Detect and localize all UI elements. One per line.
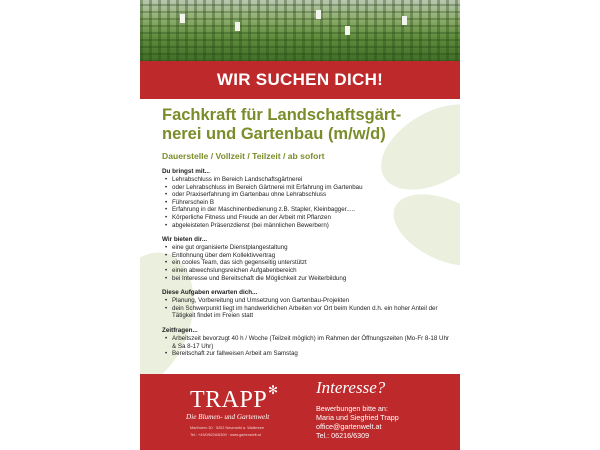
list-item: • Bereitschaft zur fallweisen Arbeit am Samstag <box>172 350 452 358</box>
list-item: • ein cooles Team, das sich gegenseitig unterstützt <box>172 259 452 267</box>
employment-type: Dauerstelle / Vollzeit / Teilzeit / ab sofort <box>162 151 325 161</box>
benefits-list <box>162 244 452 282</box>
list-item: • bei Interesse und Bereitschaft die Möglichkeit zur Weiterbildung <box>172 275 452 283</box>
section-heading: Zeitfragen... <box>162 326 198 334</box>
headline-banner <box>140 61 460 99</box>
plant-tag <box>180 14 185 23</box>
job-poster <box>140 0 460 450</box>
greenhouse-photo <box>140 0 460 62</box>
list-item: • einen abwechslungsreichen Aufgabenbereich <box>172 267 452 275</box>
section-heading: Du bringst mit... <box>162 168 210 175</box>
list-item: • Lehrabschluss im Bereich Landschaftsgärtnerei <box>172 176 452 184</box>
section-requirements <box>162 168 452 229</box>
contact-phone: Tel.: 06216/6309 <box>316 431 370 440</box>
contact-email[interactable]: office@gartenwelt.at <box>316 422 382 431</box>
job-title-line-2: nerei und Gartenbau (m/w/d) <box>162 125 386 143</box>
job-content <box>162 106 452 358</box>
list-item: • abgeleisteten Präsenzdienst (bei männlichen Bewerbern) <box>172 222 452 230</box>
application-contact <box>316 404 399 440</box>
list-item: • oder Lehrabschluss im Bereich Gärtnerei mit Erfahrung im Gartenbau <box>172 184 452 192</box>
list-item: • oder Praxiserfahrung im Gartenbau ohne Lehrabschluss <box>172 191 452 199</box>
requirements-list <box>162 176 452 229</box>
flower-icon: ✻ <box>268 383 279 397</box>
list-item: • eine gut organisierte Dienstplangestaltung <box>172 244 452 252</box>
interest-heading: Interesse? <box>316 378 386 397</box>
footer <box>140 374 460 450</box>
hours-list <box>162 335 452 358</box>
list-item: • Erfahrung in der Maschinenbedienung z.B. Stapler, Kleinbagger..... <box>172 206 452 214</box>
list-item: • dein Schwerpunkt liegt im handwerklichen Arbeiten vor Ort beim Kunden d.h. ein hoher Anteil der Tätigkeit findet im Freien statt <box>172 305 452 320</box>
section-heading: Diese Aufgaben erwarten dich... <box>162 289 258 297</box>
section-hours <box>162 327 452 358</box>
job-title <box>162 106 452 144</box>
plant-tag <box>345 26 350 35</box>
list-item: • Entlohnung über dem Kollektivvertrag <box>172 252 452 260</box>
section-tasks <box>162 289 452 320</box>
contact-intro: Bewerbungen bitte an: <box>316 404 388 413</box>
contact-names: Maria und Siegfried Trapp <box>316 413 399 422</box>
list-item: • Planung, Vorbereitung und Umsetzung von Gartenbau-Projekten <box>172 297 452 305</box>
headline-text: WIR SUCHEN DICH! <box>216 70 384 89</box>
plant-tag <box>316 10 321 19</box>
plant-tag <box>235 22 240 31</box>
job-title-line-1: Fachkraft für Landschaftsgärt- <box>162 106 402 124</box>
plant-tag <box>402 16 407 25</box>
brand-contact: Tel.: +43/0/6216/6309 · www.gartenwelt.at <box>190 433 261 437</box>
brand-address: Marthoern 30 · 5202 Neumarkt a. Wallersee <box>190 426 264 430</box>
brand-tagline: Die Blumen- und Gartenwelt <box>186 413 270 421</box>
list-item: • Arbeitszeit bevorzugt 40 h / Woche (Teilzeit möglich) im Rahmen der Öffnungszeiten (Mo-Fr 8-18 Uhr & Sa 8-17 Uhr) <box>172 335 452 350</box>
section-benefits <box>162 236 452 282</box>
section-heading: Wir bieten dir... <box>162 236 208 244</box>
list-item: • Körperliche Fitness und Freude an der Arbeit mit Pflanzen <box>172 214 452 222</box>
tasks-list <box>162 297 452 320</box>
list-item: • Führerschein B <box>172 199 452 207</box>
brand-logo: TRAPP <box>190 387 268 413</box>
